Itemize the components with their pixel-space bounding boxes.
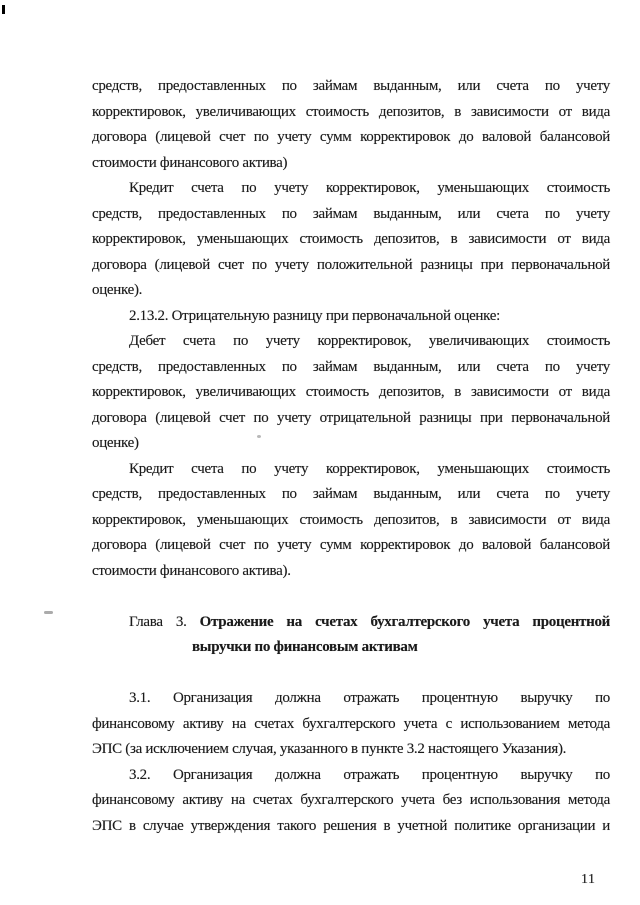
paragraph-continuation-line: средств, предоставленных по займам выданным, или счета по учету	[92, 78, 610, 94]
paragraph-debit-negative-line: Дебет счета по учету корректировок, увеличивающих стоимость	[129, 333, 610, 349]
paragraph-debit-negative	[92, 329, 610, 457]
heading-plain-segment: Глава 3.	[129, 613, 200, 630]
clause-3-2	[92, 763, 610, 840]
clause-2-13-2-line: 2.13.2. Отрицательную разницу при первоначальной оценке:	[129, 307, 501, 324]
page-number: 11	[581, 872, 596, 887]
scan-artifact-dash	[44, 611, 53, 614]
paragraph-debit-negative-line: корректировок, увеличивающих стоимость депозитов, в зависимости от вида	[92, 384, 610, 400]
paragraph-credit-gross-line: стоимости финансового актива).	[92, 562, 291, 579]
chapter-3-heading	[92, 610, 610, 661]
clause-2-13-2	[92, 304, 610, 330]
heading-bold-segment: Отражение на счетах бухгалтерского учета процентной	[199, 613, 610, 630]
paragraph-credit-positive	[92, 176, 610, 304]
document-body	[92, 74, 610, 839]
paragraph-credit-positive-line: оценке).	[92, 282, 143, 298]
paragraph-credit-positive-line: договора (лицевой счет по учету положительной разницы при первоначальной	[92, 256, 610, 273]
scan-artifact-corner-mark	[2, 5, 5, 14]
paragraph-debit-negative-line: средств, предоставленных по займам выданным, или счета по учету	[92, 358, 610, 375]
clause-3-1-line: финансовому активу на счетах бухгалтерского учета с использованием метода	[92, 715, 610, 732]
paragraph-continuation-line: стоимости финансового актива)	[92, 154, 288, 171]
paragraph-credit-positive-line: корректировок, уменьшающих стоимость депозитов, в зависимости от вида	[92, 231, 610, 247]
heading-bold-segment: выручки по финансовым активам	[192, 639, 418, 655]
paragraph-credit-positive-line: средств, предоставленных по займам выданным, или счета по учету	[92, 205, 610, 222]
paragraph-debit-negative-line: оценке)	[92, 435, 139, 451]
paragraph-credit-gross-line: Кредит счета по учету корректировок, уменьшающих стоимость	[129, 460, 610, 477]
clause-3-1-line: 3.1. Организация должна отражать процентную выручку по	[129, 690, 610, 706]
paragraph-credit-positive-line: Кредит счета по учету корректировок, уменьшающих стоимость	[129, 180, 610, 196]
paragraph-credit-gross-line: средств, предоставленных по займам выданным, или счета по учету	[92, 486, 610, 502]
chapter-3-heading-line	[92, 610, 610, 636]
paragraph-continuation	[92, 74, 610, 176]
clause-3-2-line: 3.2. Организация должна отражать процентную выручку по	[129, 766, 610, 783]
paragraph-continuation-line: корректировок, увеличивающих стоимость депозитов, в зависимости от вида	[92, 103, 610, 120]
paragraph-credit-gross-line: корректировок, уменьшающих стоимость депозитов, в зависимости от вида	[92, 511, 610, 528]
paragraph-continuation-line: договора (лицевой счет по учету сумм корректировок до валовой балансовой	[92, 129, 610, 145]
paragraph-debit-negative-line: договора (лицевой счет по учету отрицательной разницы при первоначальной	[92, 409, 610, 426]
clause-3-1-line: ЭПС (за исключением случая, указанного в пункте 3.2 настоящего Указания).	[92, 741, 567, 757]
clause-3-2-line: ЭПС в случае утверждения такого решения в учетной политике организации и	[92, 817, 610, 834]
paragraph-credit-gross-line: договора (лицевой счет по учету сумм корректировок до валовой балансовой	[92, 537, 610, 553]
paragraph-credit-gross	[92, 457, 610, 585]
clause-3-1	[92, 686, 610, 763]
clause-3-2-line: финансовому активу на счетах бухгалтерского учета без использования метода	[92, 792, 610, 808]
chapter-3-heading-line	[92, 635, 610, 661]
